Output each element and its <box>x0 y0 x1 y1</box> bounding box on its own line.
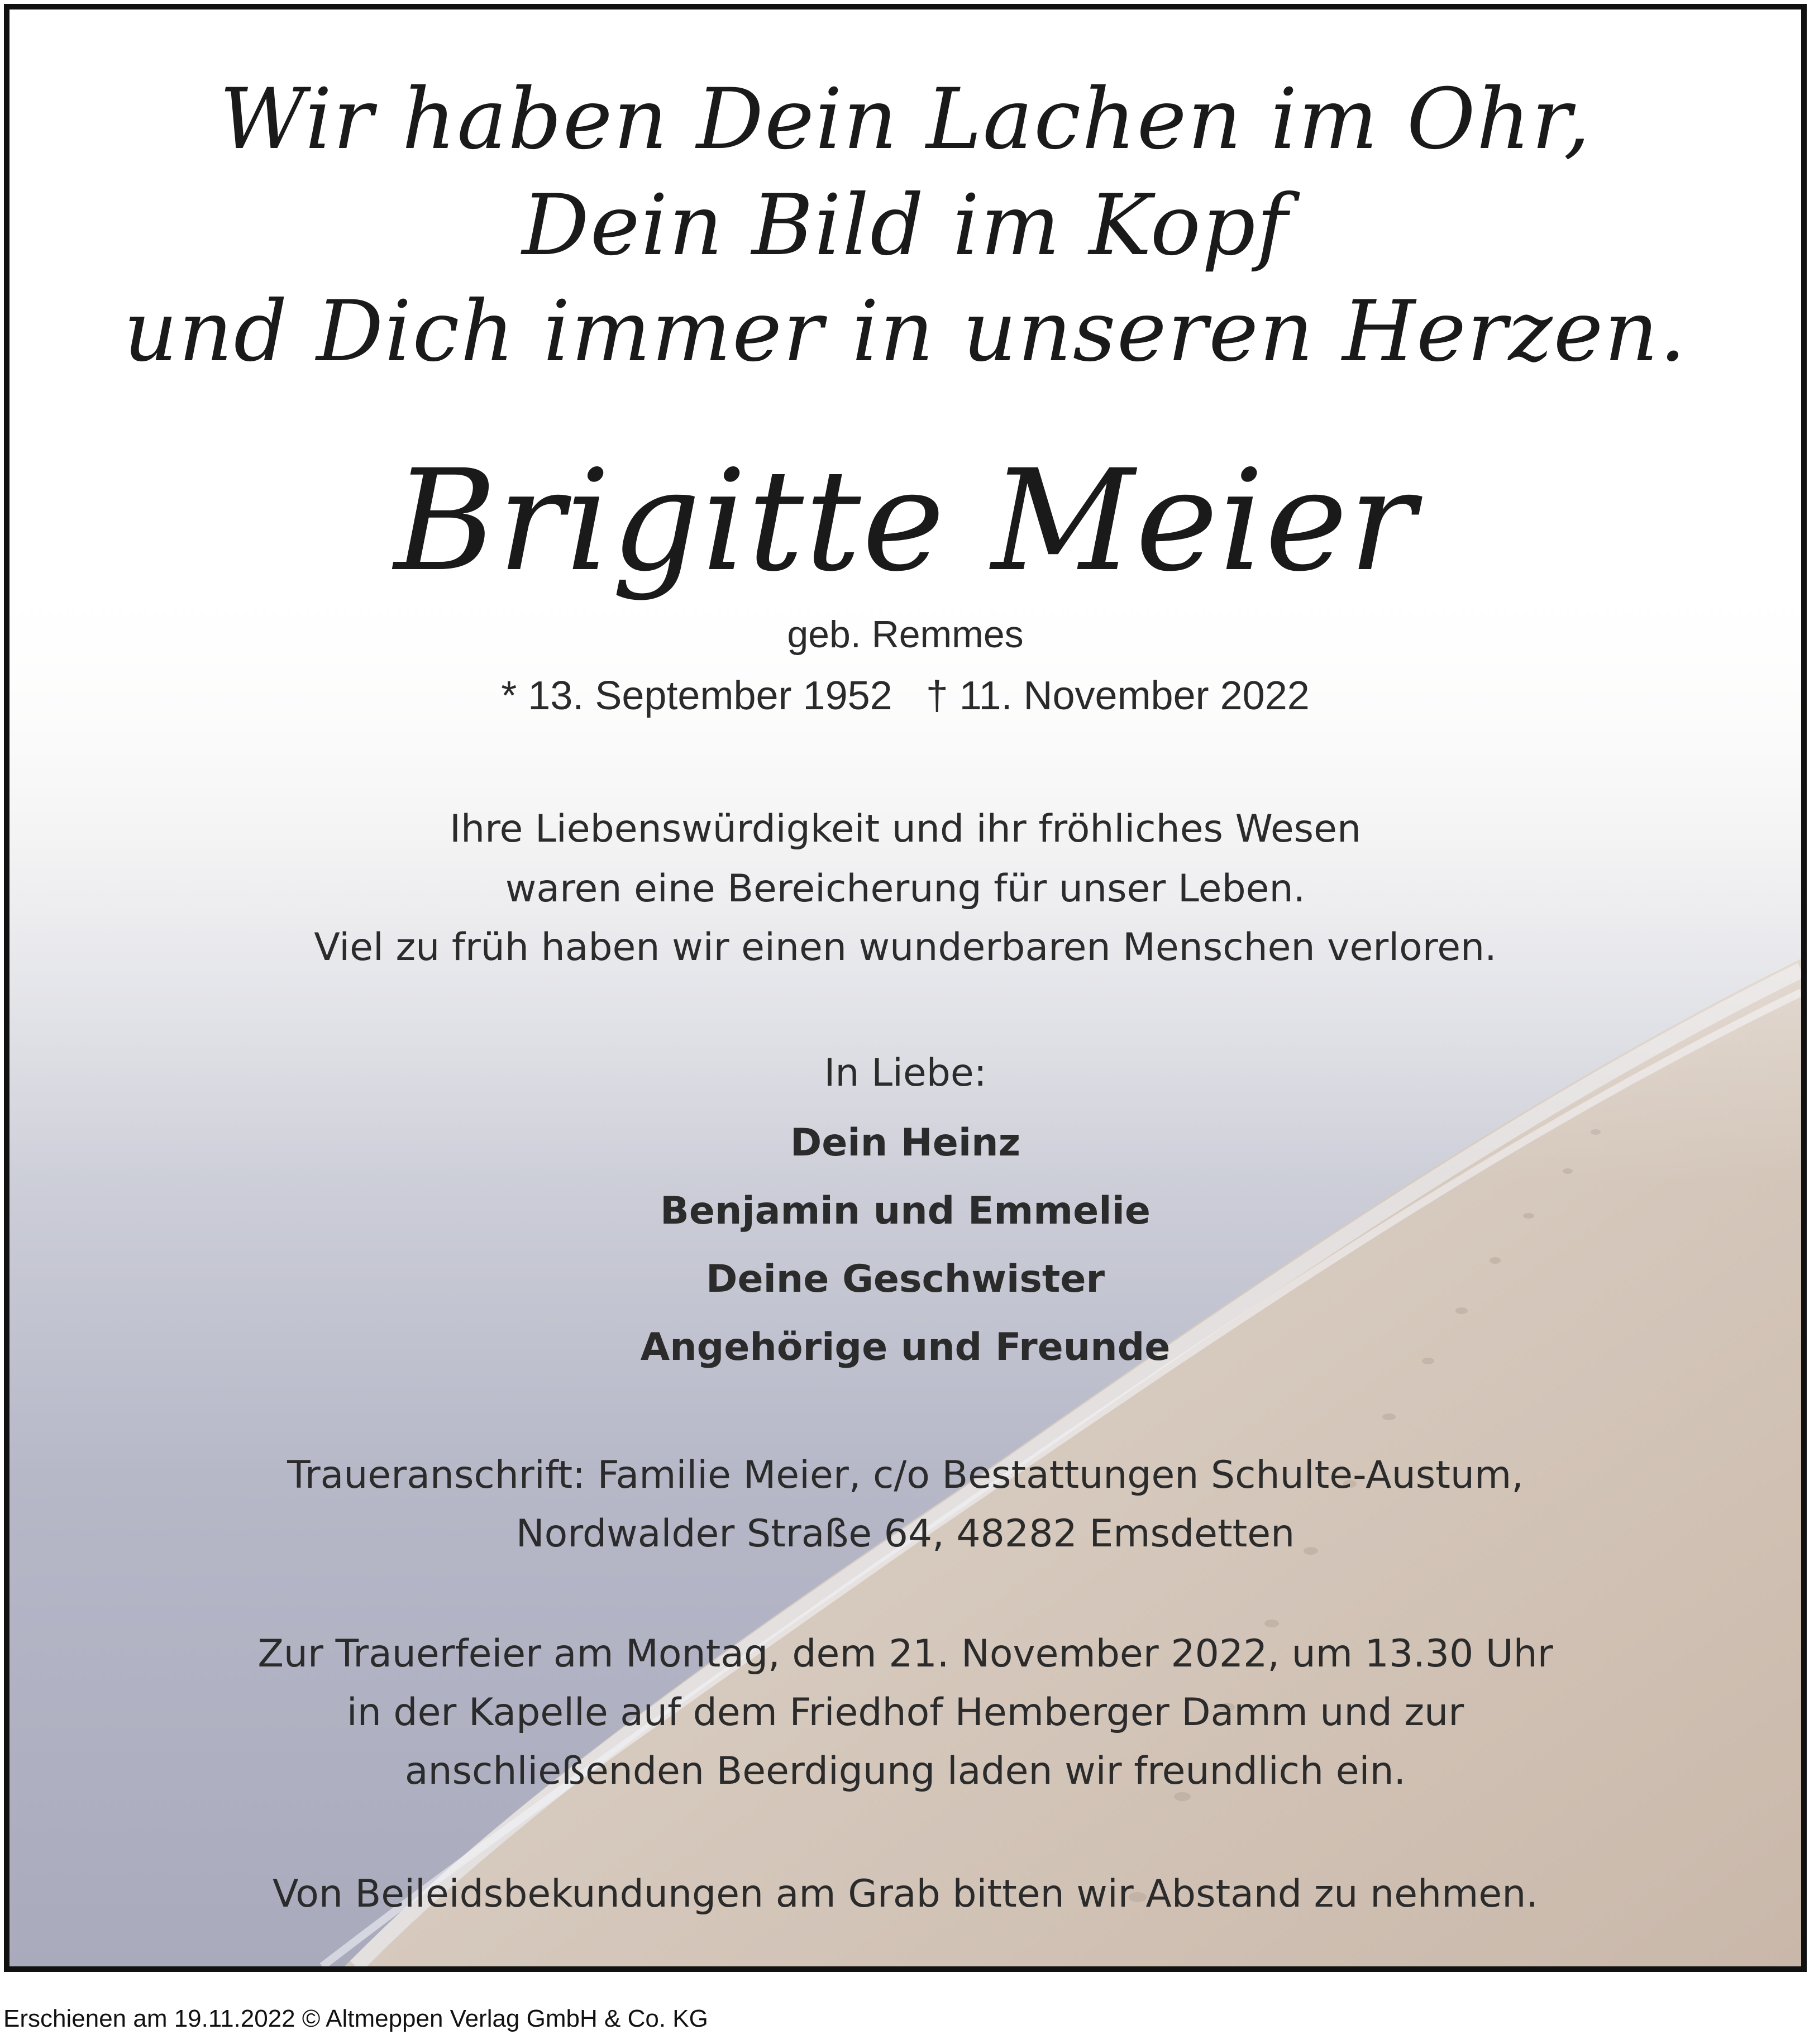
condolence-note: Von Beileidsbekundungen am Grab bitten wir Abstand zu nehmen. <box>273 1872 1538 1916</box>
life-dates: * 13. September 1952 † 11. November 2022 <box>501 674 1310 718</box>
address-line-1: Traueranschrift: Familie Meier, c/o Bestattungen Schulte-Austum, <box>287 1453 1524 1497</box>
mourner-name: Benjamin und Emmelie <box>660 1189 1151 1233</box>
quote-line-2: Dein Bild im Kopf <box>522 177 1289 274</box>
quote-line-1: Wir haben Dein Lachen im Ohr, <box>219 71 1592 168</box>
deceased-name: Brigitte Meier <box>394 440 1417 602</box>
tribute-line-1: Ihre Liebenswürdigkeit und ihr fröhliches Wesen <box>449 807 1362 851</box>
mourners-intro: In Liebe: <box>824 1051 987 1095</box>
funeral-line-1: Zur Trauerfeier am Montag, dem 21. November 2022, um 13.30 Uhr <box>257 1632 1553 1676</box>
mourner-name: Deine Geschwister <box>706 1257 1105 1301</box>
mourner-name: Dein Heinz <box>790 1121 1021 1165</box>
quote-line-3: und Dich immer in unseren Herzen. <box>123 283 1687 380</box>
address-line-2: Nordwalder Straße 64, 48282 Emsdetten <box>515 1512 1295 1556</box>
funeral-line-2: in der Kapelle auf dem Friedhof Hemberger Damm und zur <box>346 1690 1464 1735</box>
obituary-notice <box>4 4 1807 1972</box>
maiden-name: geb. Remmes <box>787 613 1024 656</box>
tribute-line-2: waren eine Bereicherung für unser Leben. <box>505 867 1306 911</box>
publication-footer: Erschienen am 19.11.2022 © Altmeppen Verlag GmbH & Co. KG <box>3 2005 708 2032</box>
funeral-line-3: anschließenden Beerdigung laden wir freundlich ein. <box>404 1749 1406 1793</box>
tribute-line-3: Viel zu früh haben wir einen wunderbaren Menschen verloren. <box>314 925 1497 970</box>
mourner-name: Angehörige und Freunde <box>640 1325 1171 1369</box>
